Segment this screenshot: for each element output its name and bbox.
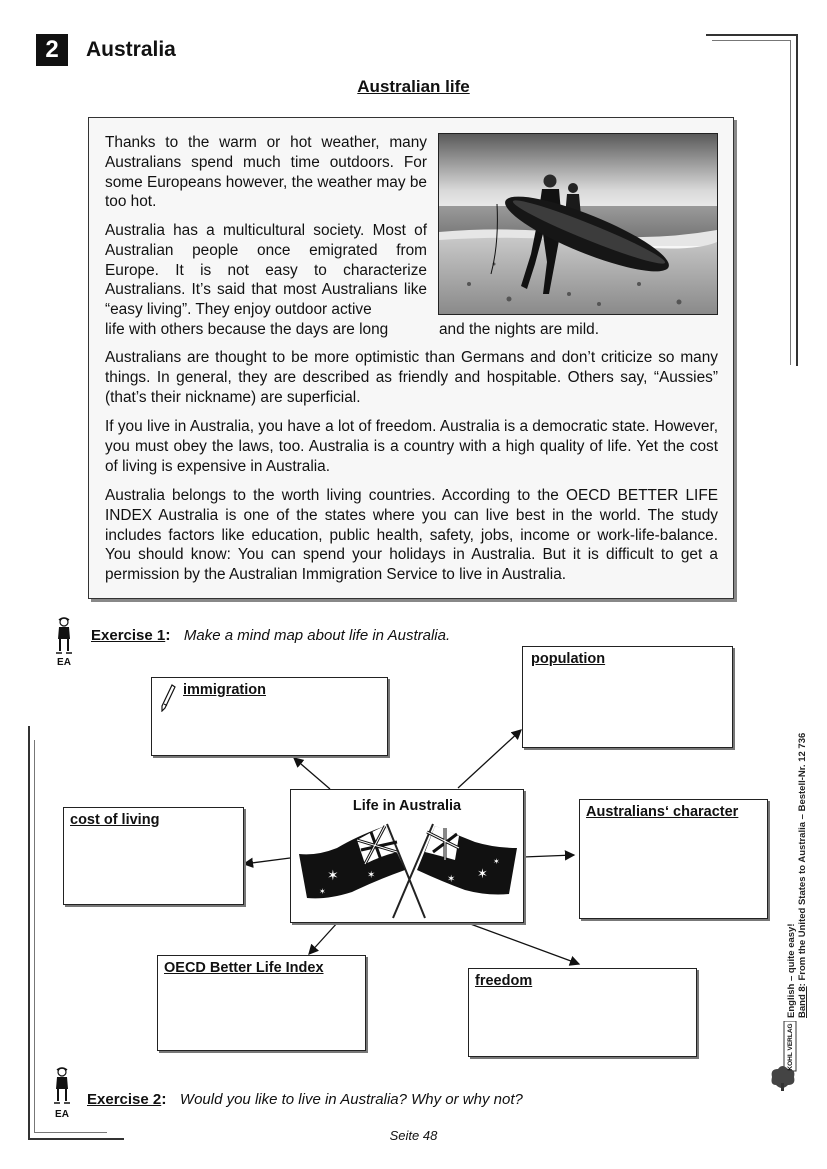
page-number: Seite 48: [389, 1128, 438, 1143]
mindmap-box-population[interactable]: [522, 646, 733, 748]
svg-text:✶: ✶: [447, 874, 456, 885]
publisher-logo: [768, 1021, 798, 1093]
mindmap-center-box: [290, 789, 524, 923]
sidebar-series: English – quite easy!: [786, 923, 797, 1018]
mindmap-title-character: Australians‘ character: [586, 804, 739, 820]
mindmap-box-immigration[interactable]: [151, 677, 388, 756]
mindmap-title-freedom: freedom: [475, 973, 533, 989]
paragraph-society-end-a: life with others because the days are long: [105, 321, 389, 338]
exercise-1-instruction: Make a mind map about life in Australia.: [183, 627, 451, 644]
exercise-1: Exercise 1: Make a mind map about life in Australia.: [91, 627, 451, 644]
exercise-2-label: Exercise 2: [87, 1091, 162, 1108]
publisher-logo-text: KOHL VERLAG: [787, 1023, 794, 1071]
exercise-2: Exercise 2: Would you like to live in Australia? Why or why not?: [87, 1091, 523, 1108]
sidebar-publication-info: [786, 706, 814, 1018]
sidebar-band-rest: : From the United States to Australia – Bestell-Nr. 12 736: [797, 732, 808, 987]
sidebar-band: Band 8: [797, 986, 808, 1018]
paragraph-society-end-b: and the nights are mild.: [439, 321, 599, 338]
mindmap-title-immigration: immigration: [183, 682, 266, 698]
exercise-2-instruction: Would you like to live in Australia? Why or why not?: [179, 1091, 523, 1108]
mindmap-title-population: population: [531, 651, 606, 667]
svg-text:✶: ✶: [493, 857, 500, 866]
student-figure-icon: [52, 1067, 72, 1110]
exercise-1-label: Exercise 1: [91, 627, 166, 644]
ea-badge: EA: [55, 1109, 69, 1120]
paragraph-freedom: If you live in Australia, you have a lot of freedom. Australia is a democratic state. However, you must obey the laws, too. Australia is a country with a high quality of life. Yet the cost of living is expensive in Australia.: [105, 418, 718, 475]
paragraph-character: Australians are thought to be more optimistic than Germans and don’t criticize so many things. In general, they are described as friendly and hospitable. Others say, “Aussies” (that’s their nickname) are superficial.: [105, 349, 718, 406]
svg-text:✶: ✶: [319, 887, 326, 896]
mindmap-title-cost-of-living: cost of living: [70, 812, 160, 828]
pencil-icon: [160, 684, 176, 717]
mindmap-center-title: Life in Australia: [352, 798, 462, 814]
paragraph-oecd: Australia belongs to the worth living countries. According to the OECD BETTER LIFE INDEX Australia is one of the states where you can live best in the world. The study includes factors like education, public health, safety, jobs, income or work-life-balance. You should know: You can spend your holidays in Australia. But it is difficult to get a permission by the Australian Immigration Service to live in Australia.: [105, 487, 718, 584]
svg-text:✶: ✶: [477, 867, 488, 882]
paragraph-society: Australia has a multicultural society. Most of Australian people once emigrated from Europe. It is not easy to characterize Australians. It’s said that most Australians like “easy living”. They enjoy outdoor active: [105, 222, 427, 319]
ea-badge: EA: [57, 657, 71, 668]
mindmap-box-character[interactable]: [579, 799, 768, 919]
svg-text:✶: ✶: [367, 870, 376, 881]
mindmap-box-freedom[interactable]: [468, 968, 697, 1057]
mindmap-box-cost-of-living[interactable]: [63, 807, 244, 905]
australian-flags-icon: [297, 818, 519, 925]
chapter-number: 2: [36, 34, 68, 66]
mindmap-box-oecd[interactable]: [157, 955, 366, 1051]
chapter-title: Australia: [86, 38, 176, 61]
svg-text:✶: ✶: [327, 868, 339, 884]
paragraph-weather: Thanks to the warm or hot weather, many Australians spend much time outdoors. For some Europeans however, the weather may be too hot.: [105, 134, 427, 211]
mindmap-title-oecd: OECD Better Life Index: [164, 960, 324, 976]
section-title: Australian life: [357, 77, 470, 96]
